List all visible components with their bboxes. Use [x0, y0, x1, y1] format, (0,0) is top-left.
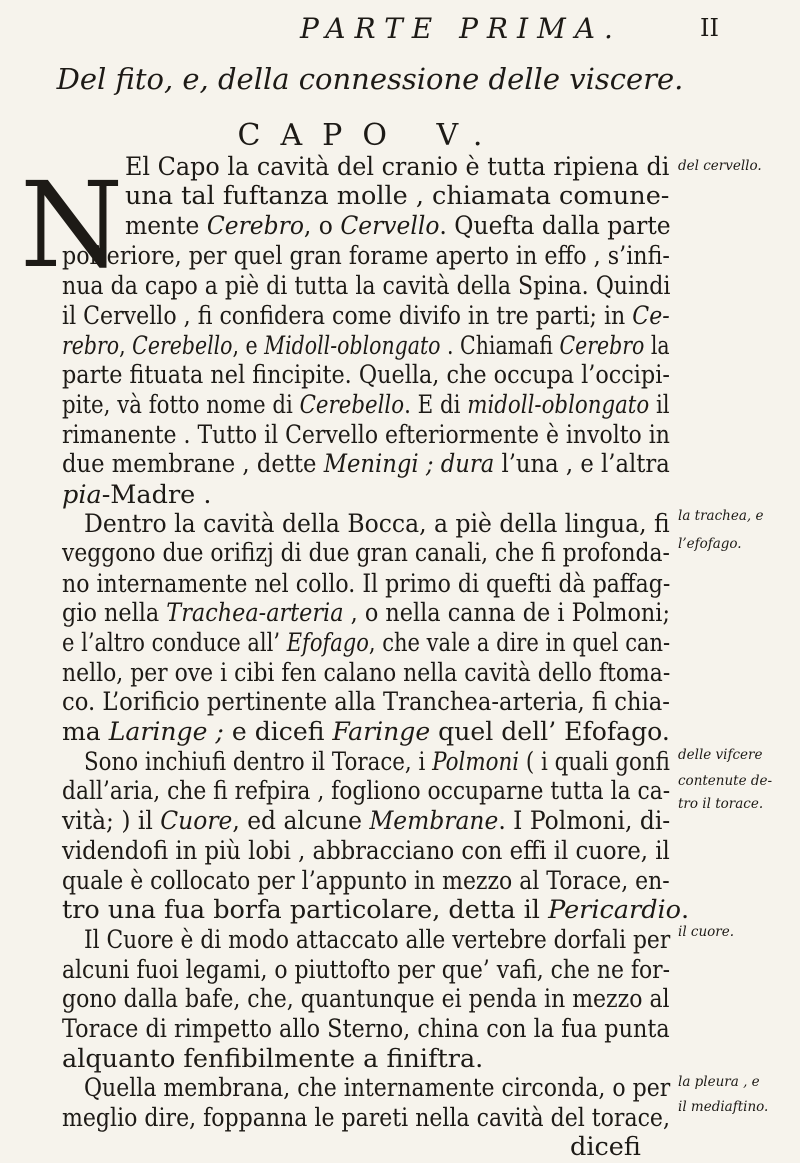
running-title: PARTE PRIMA.	[300, 12, 622, 45]
section-title-text: Del fito, e, della connessione delle viscere.	[56, 62, 684, 96]
text-line	[125, 180, 669, 212]
margin-note: l’efofago.	[678, 536, 742, 552]
text-run: Dentro la cavità della Bocca, a piè della lingua, fi	[84, 509, 670, 539]
italic-term: Trachea-arteria	[166, 598, 344, 628]
text-line	[62, 597, 670, 629]
text-run: nua da capo a piè di tutta la cavità della Spina. Quindi	[62, 271, 671, 301]
italic-term: Laringe ;	[108, 717, 224, 747]
text-run: , e	[232, 331, 265, 361]
text-run: , o nella canna de i Polmoni;	[343, 598, 670, 628]
text-run: El Capo la cavità del cranio è tutta ripiena di	[125, 152, 670, 182]
italic-term: rebro	[62, 331, 120, 361]
text-run: , che vale a dire in quel can-	[368, 628, 671, 658]
text-run: co. L’orificio pertinente alla Tranchea-arteria, fi chia-	[62, 687, 670, 717]
italic-term: Meningi ; dura	[323, 449, 495, 479]
text-line	[84, 1072, 670, 1104]
page-number: II	[700, 14, 719, 42]
italic-term: Faringe	[332, 717, 431, 747]
margin-note: delle vifcere	[678, 747, 763, 763]
text-line	[62, 479, 211, 511]
text-run: Quella membrana, che internamente circonda, o per	[84, 1073, 671, 1103]
text-line	[125, 151, 669, 183]
text-line	[62, 389, 670, 421]
text-run: ,	[119, 331, 133, 361]
text-line	[62, 1013, 670, 1045]
text-run: una tal fuftanza molle , chiamata comune-	[125, 181, 670, 211]
italic-term: Membrane	[369, 806, 499, 836]
text-line	[62, 270, 670, 302]
text-run: , o	[303, 211, 341, 241]
margin-note: contenute de-	[678, 773, 773, 789]
text-run: dicefi	[570, 1132, 641, 1162]
margin-note: del cervello.	[678, 158, 762, 174]
text-line	[62, 805, 670, 837]
text-run: , ed alcune	[232, 806, 370, 836]
italic-term: Efofago	[286, 628, 369, 658]
text-run: no internamente nel collo. Il primo di quefti dà paffag-	[62, 569, 671, 599]
text-line	[62, 448, 670, 480]
margin-note: il mediaftino.	[678, 1099, 769, 1115]
text-run: il Cervello , fi confidera come divifo in tre parti; in	[62, 301, 633, 331]
text-run: due membrane , dette	[62, 449, 324, 479]
italic-term: Midoll-oblongato	[264, 331, 441, 361]
text-run: gono dalla bafe, che, quantunque ei penda in mezzo al	[62, 984, 670, 1014]
text-run: videndofi in più lobi , abbracciano con effi il cuore, il	[62, 836, 670, 866]
text-run: ( i quali gonfi	[519, 747, 670, 777]
margin-note: la pleura , e	[678, 1074, 760, 1090]
text-run: rimanente . Tutto il Cervello efteriormente è involto in	[62, 420, 670, 450]
italic-term: Ce-	[632, 301, 670, 331]
text-run: Sono inchiufi dentro il Torace, i	[84, 747, 433, 777]
text-run: mente	[125, 211, 207, 241]
chapter-heading-text: CAPO V.	[237, 118, 503, 153]
italic-term: midoll-oblongato	[467, 390, 650, 420]
text-line	[62, 983, 670, 1015]
text-run: la	[644, 331, 670, 361]
italic-term: Cervello	[340, 211, 440, 241]
italic-term: Cerebro	[206, 211, 304, 241]
text-run: gio nella	[62, 598, 167, 628]
text-line	[62, 865, 670, 897]
text-line	[62, 537, 670, 569]
text-run: dall’aria, che fi refpira , fogliono occuparne tutta la ca-	[62, 776, 671, 806]
text-line	[62, 330, 670, 362]
text-run: pite, và fotto nome di	[62, 390, 300, 420]
text-line	[62, 1043, 483, 1075]
text-run: meglio dire, foppanna le pareti nella cavità del torace,	[62, 1103, 670, 1133]
text-line	[62, 240, 670, 272]
text-line	[62, 775, 670, 807]
text-run: vità; ) il	[62, 806, 161, 836]
text-run: il	[649, 390, 670, 420]
italic-term: Cerebro	[559, 331, 645, 361]
text-run: quale è collocato per l’appunto in mezzo al Torace, en-	[62, 866, 670, 896]
text-run: quel dell’ Efofago.	[430, 717, 670, 747]
italic-term: Cerebello	[132, 331, 233, 361]
text-line	[62, 716, 670, 748]
text-run: Il Cuore è di modo attaccato alle vertebre dorfali per	[84, 925, 671, 955]
text-run: ma	[62, 717, 109, 747]
text-line	[84, 746, 670, 778]
italic-term: pia	[62, 480, 102, 510]
section-title	[0, 62, 800, 96]
italic-term: Cuore	[160, 806, 233, 836]
text-line	[62, 657, 670, 689]
text-run: e l’altro conduce all’	[62, 628, 287, 658]
italic-term: Pericardio	[548, 895, 682, 925]
margin-note: il cuore.	[678, 924, 735, 940]
text-run: -Madre .	[101, 480, 212, 510]
text-run: tro una fua borfa particolare, detta il	[62, 895, 549, 925]
drop-cap: N	[20, 156, 124, 294]
text-line	[62, 419, 670, 451]
text-run: . E di	[404, 390, 468, 420]
text-line	[62, 359, 670, 391]
text-run: . Quefta dalla parte	[439, 211, 671, 241]
margin-note: la trachea, e	[678, 508, 764, 524]
text-line	[570, 1131, 641, 1163]
text-run: e dicefi	[223, 717, 333, 747]
text-run: alquanto fenfibilmente a finiftra.	[62, 1044, 484, 1074]
text-line	[84, 924, 670, 956]
italic-term: Polmoni	[432, 747, 520, 777]
text-run: .	[681, 895, 690, 925]
text-run: . Chiamafi	[440, 331, 560, 361]
text-run: parte fituata nel fincipite. Quella, che occupa l’occipi-	[62, 360, 670, 390]
text-line	[125, 210, 671, 242]
text-run: . I Polmoni, di-	[498, 806, 671, 836]
chapter-heading	[0, 118, 800, 153]
running-head	[0, 12, 800, 48]
text-line	[62, 954, 670, 986]
text-line	[84, 508, 670, 540]
text-line	[62, 686, 670, 718]
text-run: pofteriore, per quel gran forame aperto in effo , s’infi-	[62, 241, 670, 271]
text-line	[62, 300, 670, 332]
text-run: nello, per ove i cibi fen calano nella cavità dello ftoma-	[62, 658, 671, 688]
text-line	[62, 568, 670, 600]
text-line	[62, 835, 670, 867]
margin-note: tro il torace.	[678, 796, 764, 812]
text-run: veggono due orifizj di due gran canali, che fi profonda-	[62, 538, 670, 568]
text-line	[62, 1102, 670, 1134]
text-run: l’una , e l’altra	[494, 449, 670, 479]
text-line	[62, 627, 670, 659]
text-run: alcuni fuoi legami, o piuttofto per que’ vafi, che ne for-	[62, 955, 670, 985]
text-run: Torace di rimpetto allo Sterno, china con la fua punta	[62, 1014, 670, 1044]
text-line	[62, 894, 689, 926]
italic-term: Cerebello	[299, 390, 405, 420]
